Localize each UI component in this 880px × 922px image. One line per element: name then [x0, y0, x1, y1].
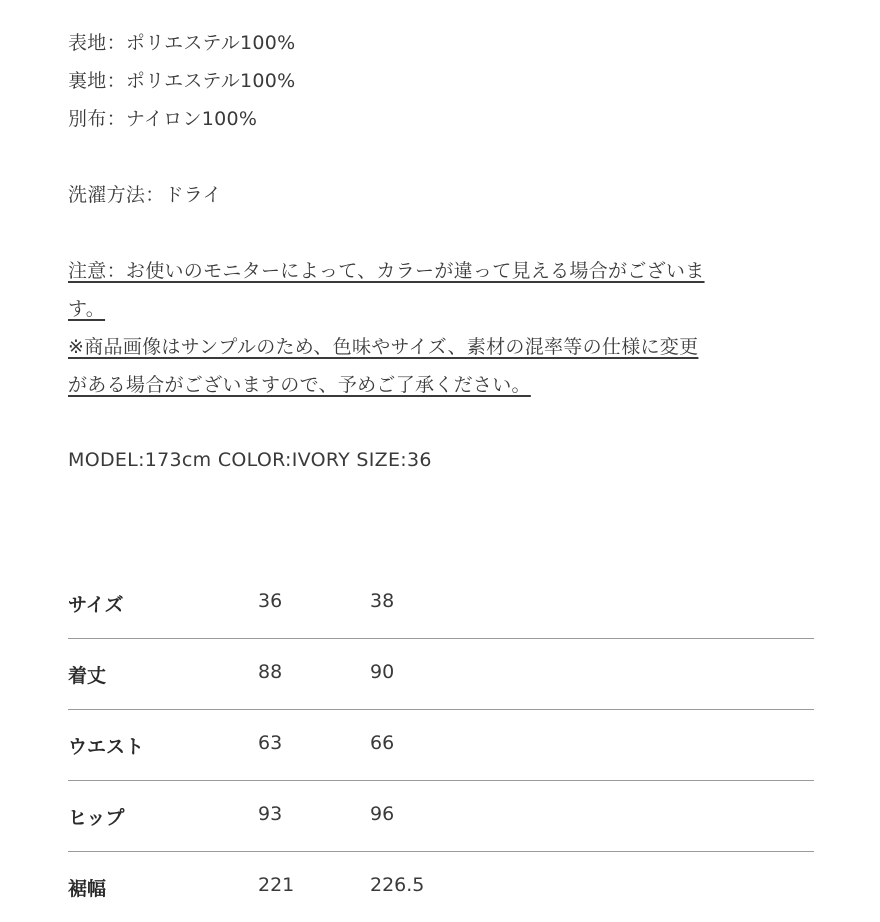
- size-table-row: [68, 710, 814, 781]
- size-row-label: 裾幅: [68, 878, 107, 900]
- size-value: 96: [370, 803, 395, 825]
- size-row-label: 着丈: [68, 665, 107, 687]
- notice-line-3: ※商品画像はサンプルのため、色味やサイズ、素材の混率等の仕様に変更: [68, 336, 699, 358]
- notice-line-1: 注意：お使いのモニターによって、カラーが違って見える場合がございま: [68, 260, 705, 282]
- size-value: 88: [258, 661, 283, 683]
- size-value: 221: [258, 874, 295, 896]
- washing-method: 洗濯方法：ドライ: [68, 184, 222, 206]
- size-value: 90: [370, 661, 395, 683]
- size-value: 38: [370, 590, 395, 612]
- notice-line-4: がある場合がございますので、予めご了承ください。: [68, 374, 531, 396]
- size-table-row: [68, 639, 814, 710]
- size-value: 36: [258, 590, 283, 612]
- size-row-label: ウエスト: [68, 736, 145, 758]
- material-lining: 裏地：ポリエステル100%: [68, 70, 296, 92]
- material-outer: 表地：ポリエステル100%: [68, 32, 296, 54]
- notice-line-2: す。: [68, 298, 106, 320]
- material-sub: 別布：ナイロン100%: [68, 108, 258, 130]
- size-table-row: [68, 852, 814, 922]
- model-info: MODEL:173cm COLOR:IVORY SIZE:36: [68, 449, 432, 471]
- size-row-label: サイズ: [68, 594, 124, 616]
- size-value: 63: [258, 732, 283, 754]
- size-value: 66: [370, 732, 395, 754]
- size-row-label: ヒップ: [68, 807, 125, 829]
- size-value: 93: [258, 803, 283, 825]
- size-table: [68, 568, 814, 922]
- size-table-row: [68, 568, 814, 639]
- size-table-row: [68, 781, 814, 852]
- size-value: 226.5: [370, 874, 425, 896]
